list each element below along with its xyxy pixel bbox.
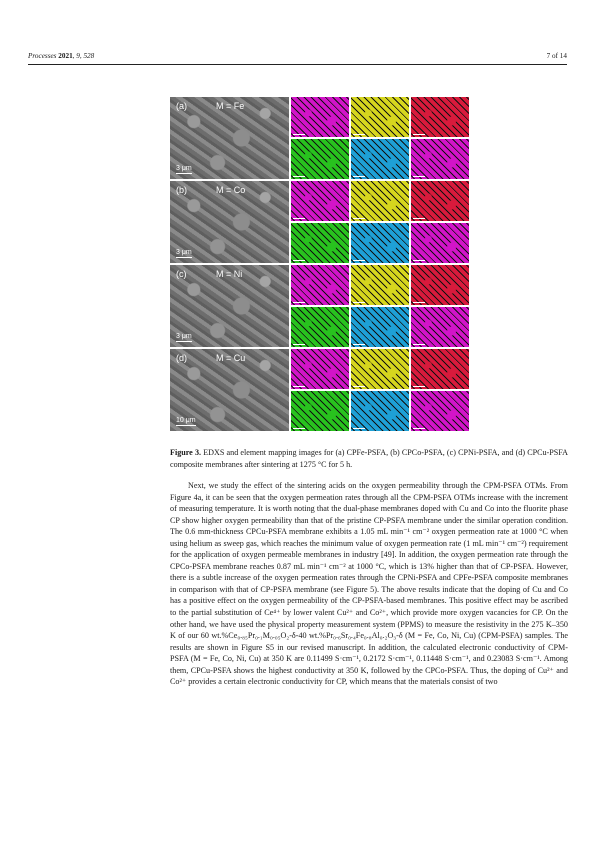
map-scale-bar	[413, 428, 425, 429]
body-paragraph: Next, we study the effect of the sintering acids on the oxygen permeability through the CPM-PSFA OTMs. From Figure 4a, it can be seen that the oxygen permeation rates through all the CPM-PSFA OTMs increase with the increment of measuring temperature. It is worth noting that the dual-phase membranes doped with Cu and Co into the fluorite phase CP show higher oxygen permeability than that of the pristine CP-PSFA membrane under the similar operation condition. The 0.6 mm-thickness CPCu-PSFA membrane exhibits a 1.05 mL min⁻¹ cm⁻² oxygen permeation rate at 1000 °C when using helium as sweep gas, which reaches the minimum value of oxygen permeation rate (1 mL min⁻¹ cm⁻²) requirement for the application of oxygen permeable membranes in industry [49]. In addition, the oxygen permeation rate through the CPCo-PSFA membrane reaches 0.87 mL min⁻¹ cm⁻² at 1000 °C, which is 13% higher than that of CP-PSFA. However, there is a subtle increase of the oxygen permeation rates through the CPNi-PSFA and CPFe-PSFA composite membranes in comparison with that of CP-PSFA membrane (see Figure 5). The above results indicate that the doping of Cu and Co has a positive effect on the oxygen permeability of the CP-PSFA-based membranes. This positive effect may be ascribed to the partial substitution of Ce⁴⁺ by lower valent Cu²⁺ and Co²⁺, which provide more oxygen vacancies for CP. On the other hand, we have used the physical property measurement system (PPMS) to measure the resistivity in the 275 K–350 K of our 60 wt.%Ce₀.₈₅Pr₀.₁M₀.₀₅O₂-δ-40 wt.%Pr₀.₆Sr₀.₄Fe₀.₈Al₀.₂O₃-δ (M = Fe, Co, Ni, Cu) (CPM-PSFA) samples. The results are shown in Figure S5 in our revised manuscript. In addition, the calculated electronic conductivity of CPM-PSFA (M = Fe, Co, Ni, Cu) at 350 K are 0.11499 S·cm⁻¹, 0.2172 S·cm⁻¹, 0.11448 S·cm⁻¹, and 0.23083 S·cm⁻¹. Among them, CPCu-PSFA shows the highest conductivity at 350 K, followed by the CPCo-PSFA. Thus, the doping of Cu²⁺ and Co²⁺ provides a certain electronic conductivity for CP, which means that the materials consist of two	[170, 481, 568, 687]
sem-image	[170, 349, 289, 431]
scale-bar: 10 μm	[176, 417, 196, 424]
map-scale-bar	[353, 218, 365, 219]
map-scale-bar	[293, 176, 305, 177]
element-map	[411, 265, 469, 305]
panel-metal-label: M = Co	[216, 185, 246, 195]
element-map	[411, 307, 469, 347]
map-scale-bar	[413, 176, 425, 177]
panel-label: (d)	[176, 353, 187, 363]
element-map	[351, 97, 409, 137]
map-scale-bar	[413, 386, 425, 387]
scale-bar: 3 μm	[176, 249, 192, 256]
map-scale-bar	[353, 428, 365, 429]
element-map	[291, 349, 349, 389]
map-scale-bar	[353, 302, 365, 303]
journal-citation: Processes 2021, 9, 528	[28, 52, 95, 60]
panel-metal-label: M = Cu	[216, 353, 246, 363]
panel-metal-label: M = Fe	[216, 101, 245, 111]
map-scale-bar	[293, 344, 305, 345]
element-map	[291, 181, 349, 221]
element-map	[291, 97, 349, 137]
element-map	[291, 139, 349, 179]
element-map	[351, 349, 409, 389]
element-map	[411, 349, 469, 389]
map-scale-bar	[353, 176, 365, 177]
running-header	[28, 50, 567, 65]
element-map	[351, 223, 409, 263]
map-scale-bar	[293, 260, 305, 261]
figure-3	[170, 97, 470, 433]
panel-label: (b)	[176, 185, 187, 195]
element-map	[291, 307, 349, 347]
scale-bar: 3 μm	[176, 165, 192, 172]
map-scale-bar	[413, 302, 425, 303]
figure-caption: Figure 3. EDXS and element mapping images for (a) CPFe-PSFA, (b) CPCo-PSFA, (c) CPNi-PSFA, and (d) CPCu-PSFA composite membranes after sintering at 1275 °C for 5 h.	[170, 448, 569, 469]
element-map	[411, 139, 469, 179]
element-map	[411, 97, 469, 137]
element-map	[411, 391, 469, 431]
scale-bar: 3 μm	[176, 333, 192, 340]
map-scale-bar	[293, 428, 305, 429]
panel-label: (c)	[176, 269, 187, 279]
element-map	[291, 265, 349, 305]
map-scale-bar	[293, 134, 305, 135]
map-scale-bar	[293, 386, 305, 387]
map-scale-bar	[353, 134, 365, 135]
element-map	[291, 391, 349, 431]
element-map	[291, 223, 349, 263]
element-map	[351, 181, 409, 221]
element-map	[411, 223, 469, 263]
element-map	[351, 391, 409, 431]
element-map	[351, 307, 409, 347]
element-map	[351, 265, 409, 305]
map-scale-bar	[353, 260, 365, 261]
map-scale-bar	[413, 218, 425, 219]
map-scale-bar	[293, 218, 305, 219]
sem-image	[170, 265, 289, 347]
page-number: 7 of 14	[546, 52, 567, 60]
sem-image	[170, 181, 289, 263]
sem-image	[170, 97, 289, 179]
map-scale-bar	[353, 344, 365, 345]
element-map	[411, 181, 469, 221]
element-map	[351, 139, 409, 179]
panel-metal-label: M = Ni	[216, 269, 243, 279]
panel-label: (a)	[176, 101, 187, 111]
map-scale-bar	[413, 260, 425, 261]
map-scale-bar	[293, 302, 305, 303]
map-scale-bar	[413, 134, 425, 135]
map-scale-bar	[353, 386, 365, 387]
map-scale-bar	[413, 344, 425, 345]
